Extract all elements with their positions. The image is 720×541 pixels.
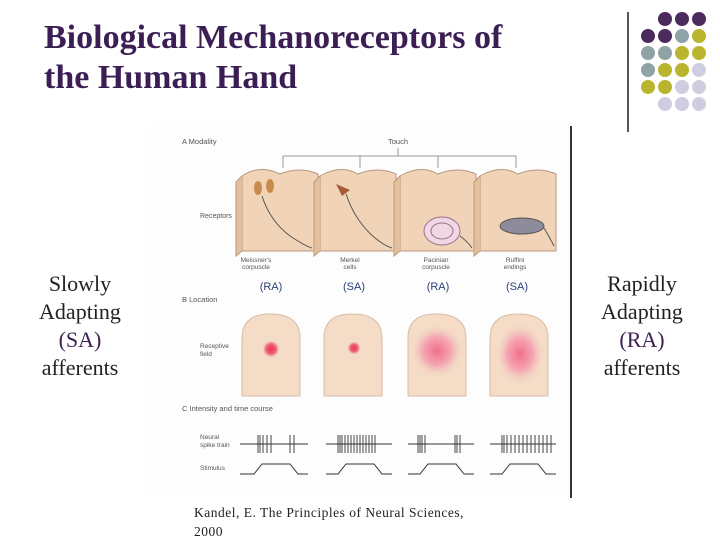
decorative-dot xyxy=(675,12,689,26)
sa-line-1: Slowly xyxy=(48,271,112,296)
receptive-field-label-2: field xyxy=(200,351,212,358)
skin-block-pacinian xyxy=(394,169,476,256)
decorative-divider xyxy=(627,12,629,132)
ra-abbreviation: (RA) xyxy=(619,327,665,352)
fingertip-2 xyxy=(324,314,382,396)
decorative-dot xyxy=(658,97,672,111)
citation xyxy=(194,503,514,541)
ra-line-4: afferents xyxy=(603,355,681,380)
rapidly-adapting-label xyxy=(592,270,692,382)
sa-line-4: afferents xyxy=(41,355,119,380)
receptors-label: Receptors xyxy=(200,213,232,220)
decorative-dot xyxy=(641,46,655,60)
modality-tree xyxy=(283,148,516,168)
title-line-1: Biological Mechanoreceptors of xyxy=(44,19,503,56)
decorative-dot xyxy=(692,80,706,94)
decorative-dot xyxy=(658,46,672,60)
stimulus-label: Stimulus xyxy=(200,465,225,472)
skin-block-merkel xyxy=(314,169,396,256)
receptor-name-3a: Pacinian xyxy=(423,257,449,264)
receptive-field-label-1: Receptive xyxy=(200,343,229,350)
title-line-2: the Human Hand xyxy=(44,59,298,96)
ra-line-2: Adapting xyxy=(601,299,683,324)
section-a-label: A Modality xyxy=(182,137,217,146)
citation-line-2: 2000 xyxy=(194,524,223,539)
decorative-dot xyxy=(675,63,689,77)
sa-abbreviation: (SA) xyxy=(58,327,102,352)
skin-block-ruffini xyxy=(474,169,556,256)
skin-block-meissner xyxy=(236,169,318,256)
decorative-dot xyxy=(641,80,655,94)
decorative-dot xyxy=(675,97,689,111)
section-c-label: C Intensity and time course xyxy=(182,404,273,413)
fingertip-4 xyxy=(490,314,548,396)
figure-right-border xyxy=(570,126,572,498)
decorative-dot xyxy=(658,29,672,43)
mechanoreceptor-figure xyxy=(150,126,572,496)
decorative-dot-grid xyxy=(640,12,720,122)
sa-line-2: Adapting xyxy=(39,299,121,324)
receptor-name-1a: Meissner's xyxy=(240,257,272,264)
receptor-name-4a: Ruffini xyxy=(505,257,525,264)
decorative-dot xyxy=(692,97,706,111)
decorative-dot xyxy=(658,12,672,26)
decorative-dot xyxy=(692,63,706,77)
neural-spike-label-1: Neural xyxy=(200,434,220,441)
neural-spike-label-2: spike train xyxy=(200,442,230,449)
slowly-adapting-label xyxy=(30,270,130,382)
receptor-name-1b: corpuscle xyxy=(242,264,270,271)
decorative-dot xyxy=(675,29,689,43)
decorative-dot xyxy=(692,29,706,43)
type-label-4: (SA) xyxy=(506,281,528,293)
citation-line-1: Kandel, E. The Principles of Neural Sciences, xyxy=(194,505,465,520)
touch-label: Touch xyxy=(388,137,409,146)
decorative-dot xyxy=(641,63,655,77)
fingertip-1 xyxy=(242,314,300,396)
receptor-name-2a: Merkel xyxy=(340,257,360,264)
figure-illustration xyxy=(150,126,572,496)
decorative-dot xyxy=(658,63,672,77)
ra-line-1: Rapidly xyxy=(607,271,677,296)
slide-title xyxy=(44,18,604,98)
decorative-dot xyxy=(641,29,655,43)
type-label-2: (SA) xyxy=(343,281,365,293)
section-b-label: B Location xyxy=(182,295,218,304)
decorative-dot xyxy=(692,46,706,60)
decorative-dot xyxy=(692,12,706,26)
receptor-name-3b: corpuscle xyxy=(422,264,450,271)
type-label-3: (RA) xyxy=(426,281,450,293)
receptor-name-4b: endings xyxy=(503,264,527,271)
type-label-1: (RA) xyxy=(259,281,283,293)
decorative-dot xyxy=(675,46,689,60)
spike-trains xyxy=(240,435,556,453)
decorative-dot xyxy=(675,80,689,94)
stimulus-traces xyxy=(240,464,556,474)
decorative-dot xyxy=(658,80,672,94)
receptor-name-2b: cells xyxy=(343,264,357,271)
fingertip-3 xyxy=(408,314,466,396)
